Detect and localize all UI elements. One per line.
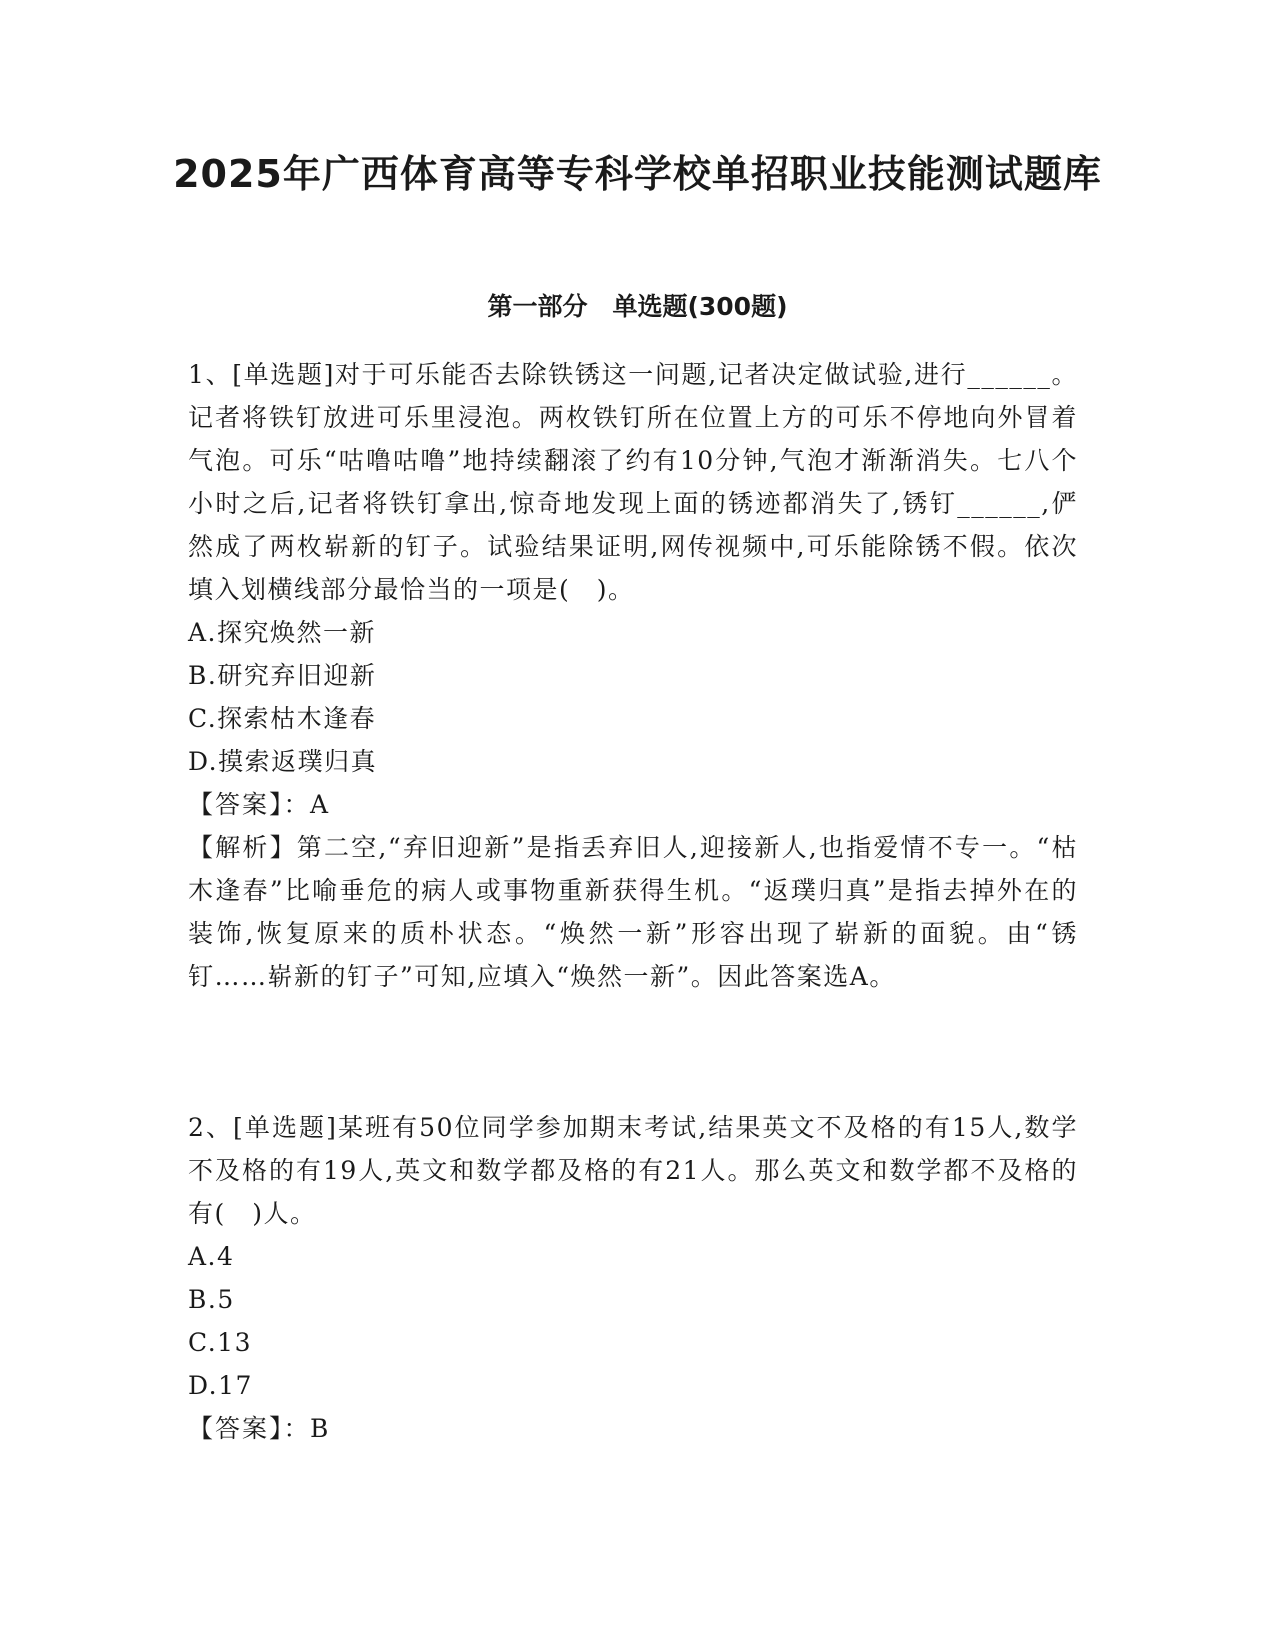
option-a: A.探究焕然一新 xyxy=(188,618,377,647)
option-c: C.探索枯木逢春 xyxy=(188,704,377,733)
analysis-text: 【解析】第二空,“弃旧迎新”是指丢弃旧人,迎接新人,也指爱情不专一。“枯木逢春”比喻垂危的病人或事物重新获得生机。“返璞归真”是指去掉外在的装饰,恢复原来的质朴状态。“焕然一新”形容出现了崭新的面貌。由“锈钉……崭新的钉子”可知,应填入“焕然一新”。因此答案选A。 xyxy=(188,833,1078,991)
answer-label: 【答案】 xyxy=(188,1414,284,1443)
question-stem: 1、[单选题]对于可乐能否去除铁锈这一问题,记者决定做试验,进行______。记者将铁钉放进可乐里浸泡。两枚铁钉所在位置上方的可乐不停地向外冒着气泡。可乐“咕噜咕噜”地持续翻滚了约有10分钟,气泡才渐渐消失。七八个小时之后,记者将铁钉拿出,惊奇地发现上面的锈迹都消失了,锈钉______,俨然成了两枚崭新的钉子。试验结果证明,网传视频中,可乐能除锈不假。依次填入划横线部分最恰当的一项是( )。 xyxy=(188,360,1078,604)
option-a: A.4 xyxy=(188,1242,235,1271)
document-title: 2025年广西体育高等专科学校单招职业技能测试题库 xyxy=(173,152,1102,196)
question-stem: 2、[单选题]某班有50位同学参加期末考试,结果英文不及格的有15人,数学不及格的有19人,英文和数学都及格的有21人。那么英文和数学都不及格的有( )人。 xyxy=(188,1113,1078,1228)
section-heading: 第一部分 单选题(300题) xyxy=(487,292,788,321)
option-b: B.5 xyxy=(188,1285,235,1314)
answer-line xyxy=(188,783,1078,826)
answer-value: ：A xyxy=(283,790,330,819)
answer-value: ：B xyxy=(283,1414,330,1443)
option-b: B.研究弃旧迎新 xyxy=(188,661,377,690)
option-d: D.摸索返璞归真 xyxy=(188,747,378,776)
question-1 xyxy=(188,353,1078,998)
answer-label: 【答案】 xyxy=(188,790,284,819)
option-d: D.17 xyxy=(188,1371,253,1400)
option-c: C.13 xyxy=(188,1328,252,1357)
answer-line xyxy=(188,1407,1078,1450)
question-2 xyxy=(188,1106,1078,1450)
